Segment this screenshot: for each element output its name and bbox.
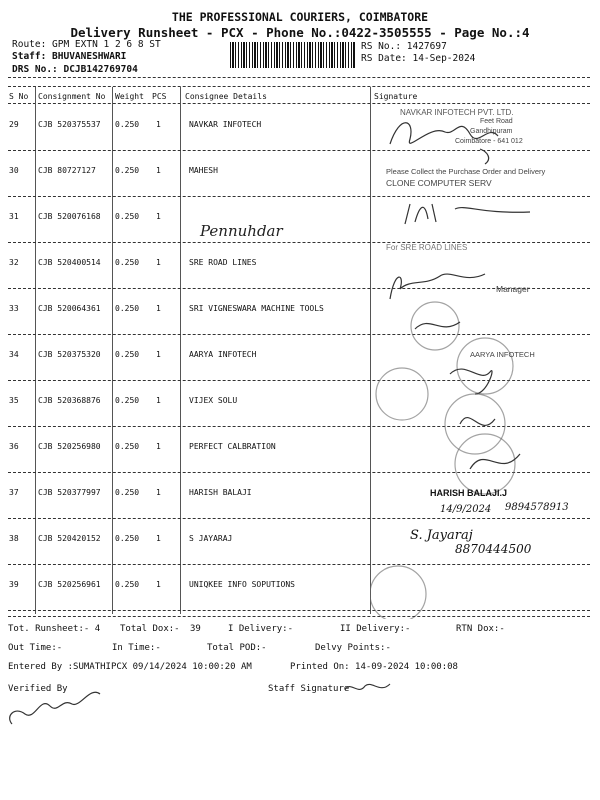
stamp-navkar: NAVKAR INFOTECH PVT. LTD. <box>400 108 514 117</box>
col-signature: Signature <box>374 92 418 101</box>
row-sno: 29 <box>9 120 19 129</box>
row-consignee: VIJEX SOLU <box>189 396 238 405</box>
col-sno: S No <box>9 92 29 101</box>
column-divider <box>180 87 181 614</box>
row-consignment-no: CJB 520368876 <box>38 396 101 405</box>
row-pcs: 1 <box>156 580 161 589</box>
row-pcs: 1 <box>156 258 161 267</box>
row-sno: 35 <box>9 396 19 405</box>
stamp-navkar-addr1: Feet Road <box>480 118 513 125</box>
stamp-harish-name: HARISH BALAJI.J <box>430 488 508 498</box>
row-sno: 34 <box>9 350 19 359</box>
row-sno: 36 <box>9 442 19 451</box>
row-sno: 33 <box>9 304 19 313</box>
total-dox-value: 39 <box>190 624 201 634</box>
row-consignment-no: CJB 520076168 <box>38 212 101 221</box>
row-consignment-no: CJB 520064361 <box>38 304 101 313</box>
handwritten-jayaraj: S. Jayaraj <box>410 528 473 543</box>
column-divider <box>112 87 113 614</box>
row-pcs: 1 <box>156 488 161 497</box>
row-weight: 0.250 <box>115 304 140 313</box>
col-consignee: Consignee Details <box>185 92 267 101</box>
total-runsheet: Tot. Runsheet:- 4 <box>8 624 101 634</box>
row-consignee: NAVKAR INFOTECH <box>189 120 262 129</box>
col-consignment: Consignment No <box>38 92 106 101</box>
i-delivery: I Delivery:- <box>228 624 294 634</box>
row-consignee: PERFECT CALBRATION <box>189 442 276 451</box>
staff-label: Staff: BHUVANESHWARI <box>12 51 127 62</box>
row-pcs: 1 <box>156 304 161 313</box>
in-time: In Time:- <box>112 643 161 653</box>
row-consignment-no: CJB 520377997 <box>38 488 101 497</box>
stamp-mahesh-company: CLONE COMPUTER SERV <box>386 178 492 188</box>
row-weight: 0.250 <box>115 442 140 451</box>
row-consignment-no: CJB 80727127 <box>38 166 96 175</box>
row-weight: 0.250 <box>115 212 140 221</box>
row-weight: 0.250 <box>115 580 140 589</box>
col-weight: Weight <box>115 92 144 101</box>
row-consignment-no: CJB 520256980 <box>38 442 101 451</box>
row-consignment-no: CJB 520420152 <box>38 534 101 543</box>
row-weight: 0.250 <box>115 166 140 175</box>
row-consignee: HARISH BALAJI <box>189 488 252 497</box>
row-pcs: 1 <box>156 350 161 359</box>
out-time: Out Time:- <box>8 643 63 653</box>
table-bottom-rule <box>8 616 590 617</box>
row-sno: 30 <box>9 166 19 175</box>
row-consignment-no: CJB 520256961 <box>38 580 101 589</box>
row-consignee: AARYA INFOTECH <box>189 350 257 359</box>
stamp-sreroad-title: Manager <box>496 284 530 294</box>
row-sno: 31 <box>9 212 19 221</box>
runsheet-title: Delivery Runsheet - PCX - Phone No.:0422-3505555 - Page No.:4 <box>70 25 530 40</box>
row-consignment-no: CJB 520400514 <box>38 258 101 267</box>
row-consignee: S JAYARAJ <box>189 534 233 543</box>
row-consignee: SRI VIGNESWARA MACHINE TOOLS <box>189 304 324 313</box>
rtn-dox: RTN Dox:- <box>456 624 505 634</box>
row-weight: 0.250 <box>115 488 140 497</box>
row-pcs: 1 <box>156 534 161 543</box>
row-pcs: 1 <box>156 120 161 129</box>
column-divider <box>35 87 36 614</box>
rs-number: RS No.: 1427697 <box>361 41 447 52</box>
row-consignee: SRE ROAD LINES <box>189 258 257 267</box>
footer-signatures <box>0 676 600 736</box>
handwritten-name-row31: Pennuhdar <box>200 222 283 240</box>
row-pcs: 1 <box>156 212 161 221</box>
total-dox-label: Total Dox:- <box>120 624 180 634</box>
row-weight: 0.250 <box>115 396 140 405</box>
row-weight: 0.250 <box>115 534 140 543</box>
staff-signature: Staff Signature <box>268 684 350 694</box>
row-consignee: MAHESH <box>189 166 218 175</box>
stamp-sreroad: For SRE ROAD LINES <box>386 243 468 252</box>
printed-on: Printed On: 14-09-2024 10:00:08 <box>290 662 458 672</box>
ii-delivery: II Delivery:- <box>340 624 411 634</box>
row-weight: 0.250 <box>115 350 140 359</box>
row-pcs: 1 <box>156 396 161 405</box>
route-label: Route: GPM EXTN 1 2 6 8 ST <box>12 39 161 50</box>
stamp-navkar-addr2: Gandhipuram <box>470 128 513 135</box>
barcode-image <box>230 42 355 68</box>
row-weight: 0.250 <box>115 258 140 267</box>
stamp-harish-phone: 9894578913 <box>505 502 569 513</box>
header-rule <box>8 77 590 78</box>
company-name: THE PROFESSIONAL COURIERS, COIMBATORE <box>171 10 429 24</box>
row-consignment-no: CJB 520375320 <box>38 350 101 359</box>
row-pcs: 1 <box>156 442 161 451</box>
handwritten-jayaraj-phone: 8870444500 <box>455 542 532 556</box>
drs-number: DRS No.: DCJB142769704 <box>12 64 138 75</box>
row-consignee: UNIQKEE INFO SOPUTIONS <box>189 580 295 589</box>
row-consignment-no: CJB 520375537 <box>38 120 101 129</box>
delvy-points: Delvy Points:- <box>315 643 391 653</box>
row-sno: 38 <box>9 534 19 543</box>
verified-by: Verified By <box>8 684 68 694</box>
stamp-harish-date: 14/9/2024 <box>440 504 492 515</box>
stamp-aarya: AARYA INFOTECH <box>470 350 535 359</box>
table-top-rule <box>8 86 590 87</box>
stamp-mahesh-note: Please Collect the Purchase Order and Delivery <box>386 167 546 176</box>
entered-by: Entered By :SUMATHIPCX 09/14/2024 10:00:20 AM <box>8 662 252 672</box>
row-sno: 37 <box>9 488 19 497</box>
stamp-navkar-addr3: Coimbatore - 641 012 <box>455 138 523 145</box>
row-pcs: 1 <box>156 166 161 175</box>
row-sno: 39 <box>9 580 19 589</box>
total-pod: Total POD:- <box>207 643 267 653</box>
col-pcs: PCS <box>152 92 167 101</box>
row-sno: 32 <box>9 258 19 267</box>
row-weight: 0.250 <box>115 120 140 129</box>
rs-date: RS Date: 14-Sep-2024 <box>361 53 476 64</box>
